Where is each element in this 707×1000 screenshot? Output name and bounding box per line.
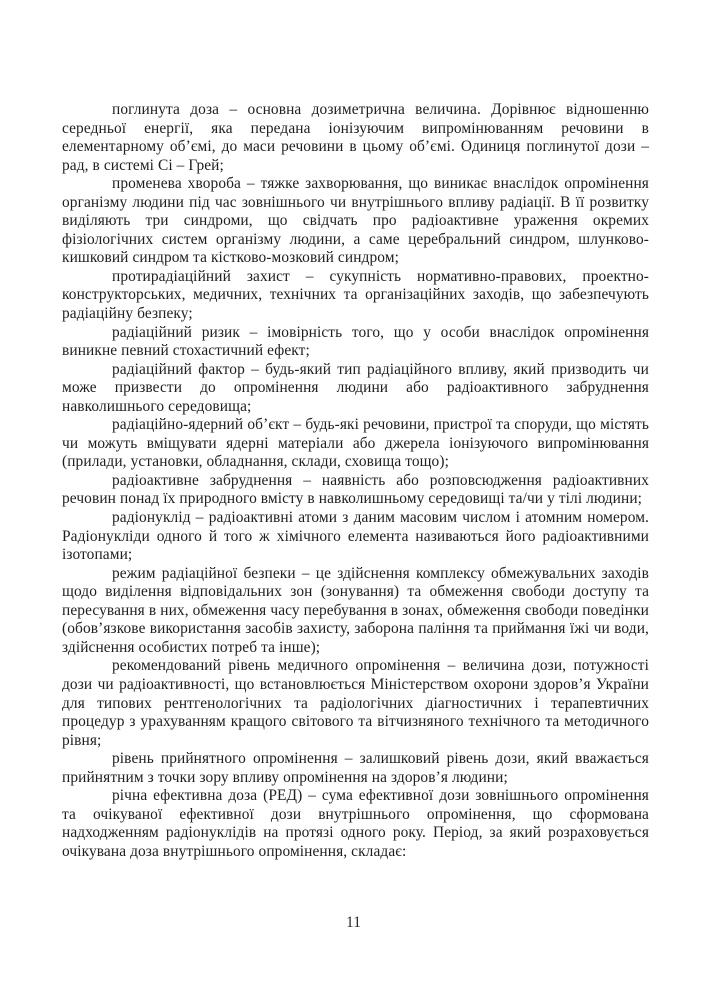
text-block: [62, 101, 649, 861]
paragraph-antiradiation-protection: протирадіаційний захист – сукупність нормативно-правових, проектно-конструкторських, медичних, технічних та організаційних заходів, що забезпечують радіаційну безпеку;: [62, 267, 649, 323]
paragraph-radionuclide: радіонуклід – радіоактивні атоми з даним масовим числом і атомним номером. Радіонукліди одного й того ж хімічного елемента називаються його радіоактивними ізотопами;: [62, 509, 649, 564]
page-number: 11: [346, 914, 361, 931]
paragraph-radiation-risk: радіаційний ризик – імовірність того, що у особи внаслідок опромінення виникне певний стохастичний ефект;: [62, 323, 649, 360]
paragraph-absorbed-dose: поглинута доза – основна дозиметрична величина. Дорівнює відношенню середньої енергії, яка передана іонізуючим випромінюванням речовини в елементарному об’ємі, до маси речовини в цьому об’ємі. Одиниця поглинутої дози – рад, в системі Сі – Грей;: [62, 101, 649, 174]
paragraph-radiation-safety-regime: режим радіаційної безпеки – це здійснення комплексу обмежувальних заходів щодо виділення відповідальних зон (зонування) та обмеження свободи доступу та пересування в них, обмеження часу перебування в зонах, обмеження свободи поведінки (обов’язкове використання засобів захисту, заборона паління та приймання їжі чи води, здійснення особистих потреб та інше);: [62, 564, 649, 656]
paragraph-radiation-sickness: променева хвороба – тяжке захворювання, що виникає внаслідок опромінення організму людини під час зовнішнього чи внутрішнього впливу радіації. В її розвитку виділяють три синдроми, що свідчать про радіоактивне ураження окремих фізіологічних систем організму людини, а саме церебральний синдром, шлунково-кишковий синдром та кістково-мозковий синдром;: [62, 175, 649, 267]
paragraph-acceptable-exposure-level: рівень прийнятного опромінення – залишковий рівень дози, який вважається прийнятним з точки зору впливу опромінення на здоров’я людини;: [62, 750, 649, 786]
paragraph-radiation-nuclear-object: радіаційно-ядерний об’єкт – будь-які речовини, пристрої та споруди, що містять чи можуть вміщувати ядерні матеріали або джерела іонізуючого випромінювання (прилади, установки, обладнання, склади, сховища тощо);: [62, 416, 649, 471]
paragraph-radioactive-contamination: радіоактивне забруднення – наявність або розповсюдження радіоактивних речовин понад їх природного вмісту в навколишньому середовищі та/чи у тілі людини;: [62, 471, 649, 508]
paragraph-annual-effective-dose: річна ефективна доза (РЕД) – сума ефективної дози зовнішнього опромінення та очікуваної ефективної дози внутрішнього опромінення, що сформована надходженням радіонуклідів на протязі одного року. Період, за який розраховується очікувана доза внутрішнього опромінення, складає:: [62, 787, 649, 860]
paragraph-recommended-medical-exposure-level: рекомендований рівень медичного опромінення – величина дози, потужності дози чи радіоактивності, що встановлюється Міністерством охорони здоров’я України для типових рентгенологічних та радіологічних діагностичних і терапевтичних процедур з урахуванням кращого світового та вітчизняного технічного та методичного рівня;: [62, 657, 649, 749]
paragraph-radiation-factor: радіаційний фактор – будь-який тип радіаційного впливу, який призводить чи може призвести до опромінення людини або радіоактивного забруднення навколишнього середовища;: [62, 360, 649, 415]
